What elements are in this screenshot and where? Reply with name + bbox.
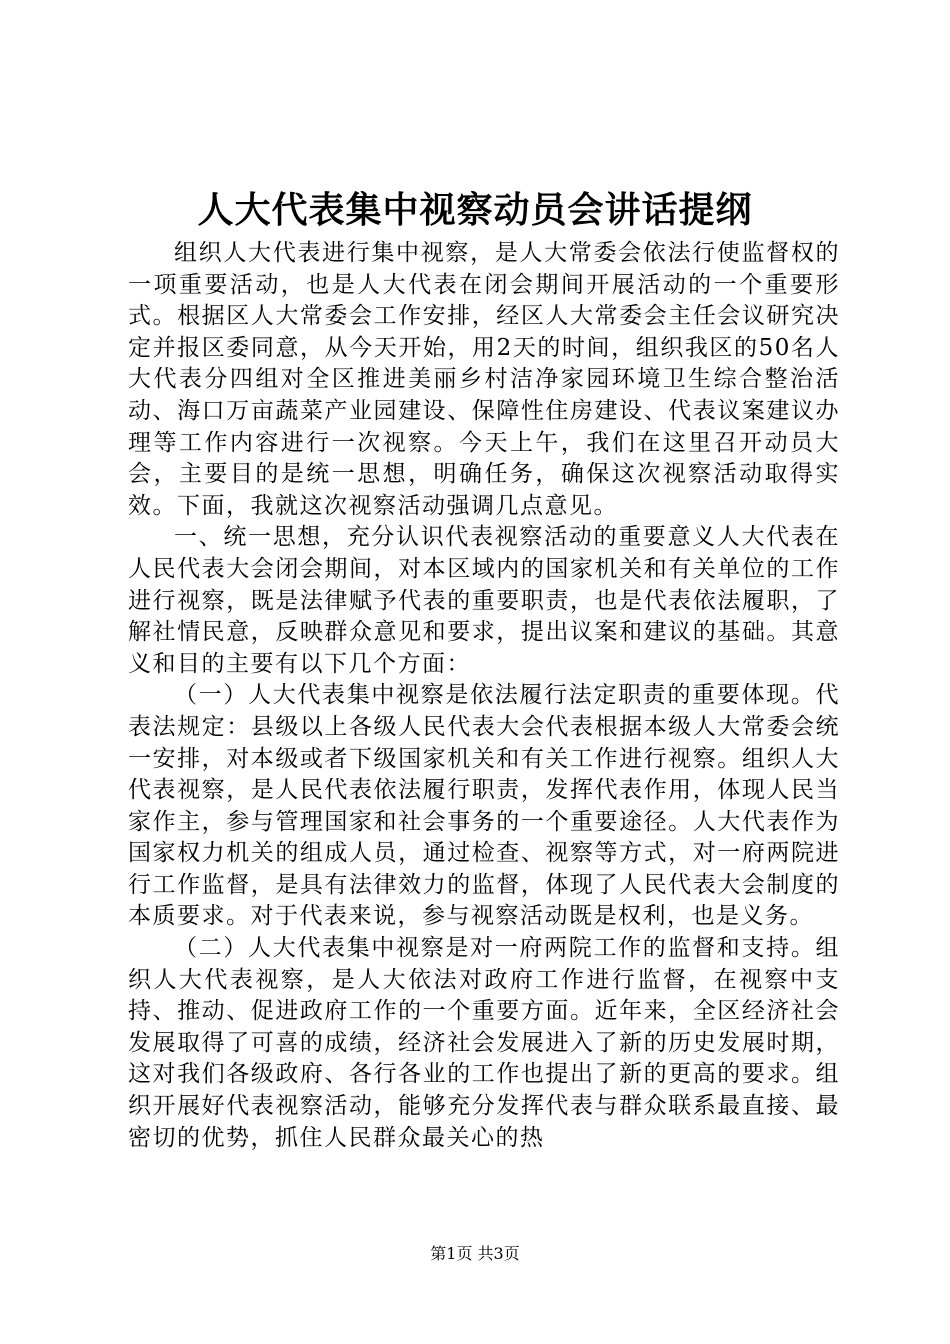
document-body [128, 238, 840, 1154]
paragraph-point-one: （一）人大代表集中视察是依法履行法定职责的重要体现。代表法规定：县级以上各级人民代表大会代表根据本级人大常委会统一安排，对本级或者下级国家机关和有关工作进行视察。组织人大代表视察，是人民代表依法履行职责，发挥代表作用，体现人民当家作主，参与管理国家和社会事务的一个重要途径。人大代表作为国家权力机关的组成人员，通过检查、视察等方式，对一府两院进行工作监督，是具有法律效力的监督，体现了人民代表大会制度的本质要求。对于代表来说，参与视察活动既是权利，也是义务。 [128, 682, 840, 930]
page-number-footer: 第1页 共3页 [430, 1244, 520, 1263]
paragraph-intro: 组织人大代表进行集中视察，是人大常委会依法行使监督权的一项重要活动，也是人大代表在闭会期间开展活动的一个重要形式。根据区人大常委会工作安排，经区人大常委会主任会议研究决定并报区委同意，从今天开始，用2天的时间，组织我区的50名人大代表分四组对全区推进美丽乡村洁净家园环境卫生综合整治活动、海口万亩蔬菜产业园建设、保障性住房建设、代表议案建议办理等工作内容进行一次视察。今天上午，我们在这里召开动员大会，主要目的是统一思想，明确任务，确保这次视察活动取得实效。下面，我就这次视察活动强调几点意见。 [128, 240, 840, 519]
document-title: 人大代表集中视察动员会讲话提纲 [197, 189, 753, 231]
paragraph-section-one: 一、统一思想，充分认识代表视察活动的重要意义人大代表在人民代表大会闭会期间，对本区域内的国家机关和有关单位的工作进行视察，既是法律赋予代表的重要职责，也是代表依法履职，了解社情民意，反映群众意见和要求，提出议案和建议的基础。其意义和目的主要有以下几个方面： [128, 524, 840, 677]
paragraph-point-two: （二）人大代表集中视察是对一府两院工作的监督和支持。组织人大代表视察，是人大依法对政府工作进行监督，在视察中支持、推动、促进政府工作的一个重要方面。近年来，全区经济社会发展取得了可喜的成绩，经济社会发展进入了新的历史发展时期，这对我们各级政府、各行各业的工作也提出了新的更高的要求。组织开展好代表视察活动，能够充分发挥代表与群众联系最直接、最密切的优势，抓住人民群众最关心的热 [128, 935, 840, 1151]
